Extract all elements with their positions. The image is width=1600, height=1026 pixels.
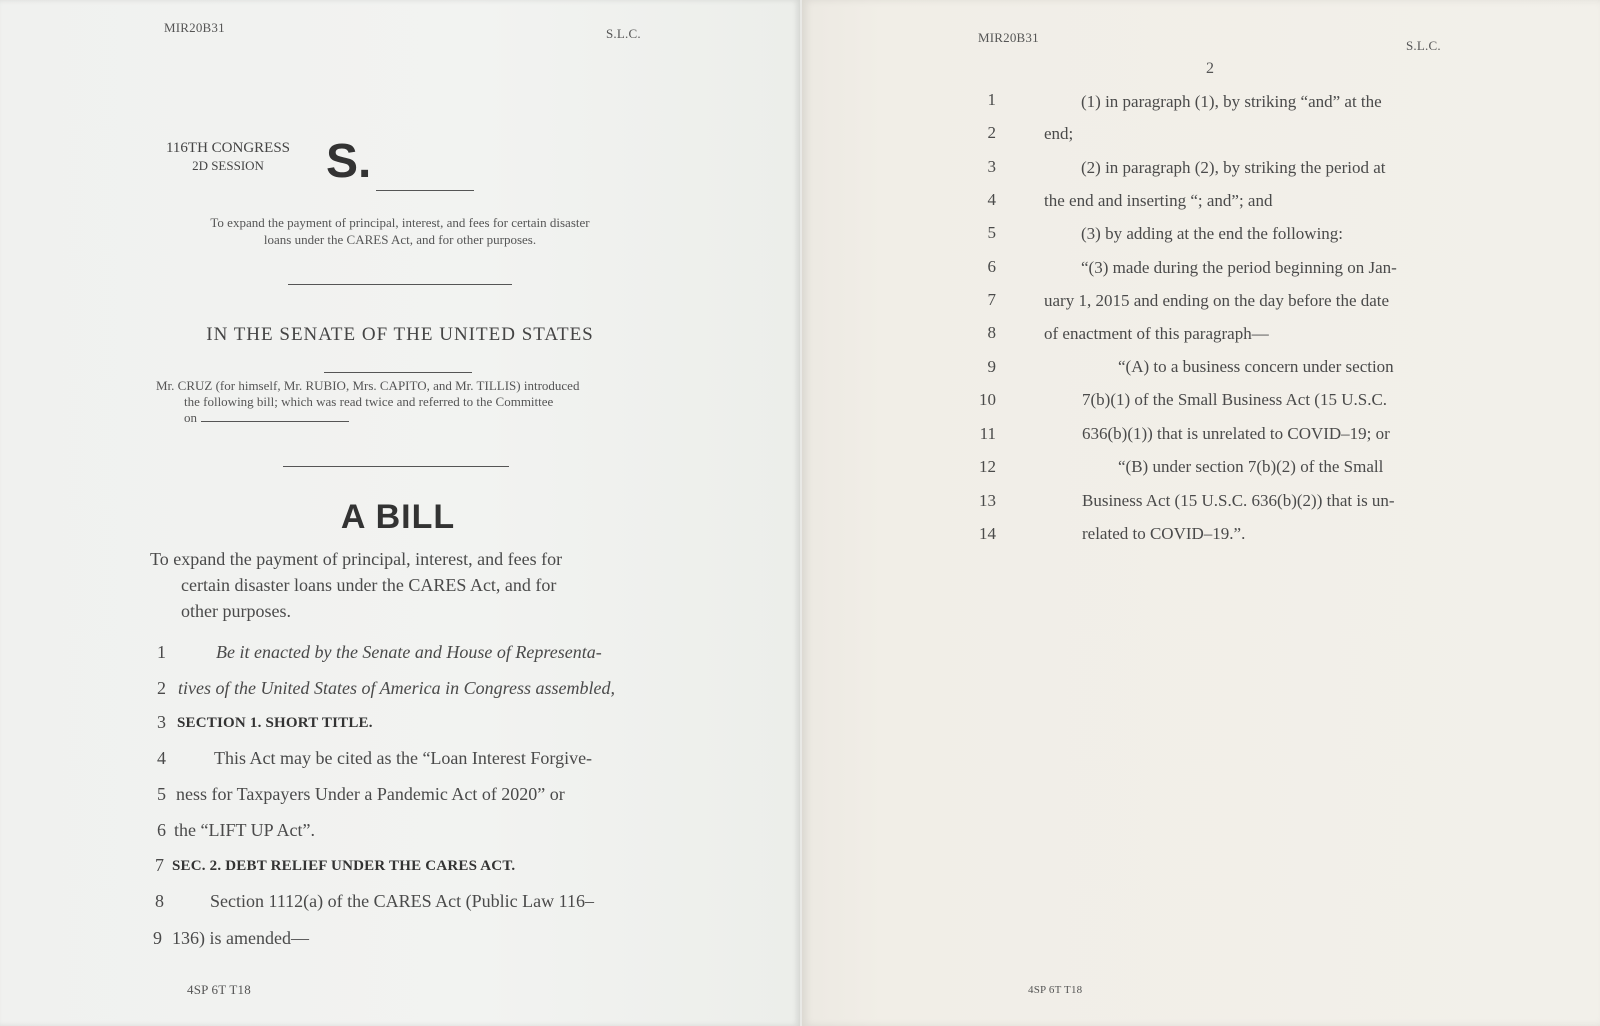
- intro-line: [156, 410, 642, 426]
- page-number: 2: [1206, 60, 1214, 77]
- bill-text-line: 136) is amended—: [172, 928, 309, 948]
- introduction-text: [156, 378, 642, 426]
- enacting-clause: tives of the United States of America in Congress assembled,: [178, 678, 615, 698]
- long-title-line: To expand the payment of principal, interest, and fees for: [150, 549, 563, 569]
- line-number: 13: [979, 491, 996, 510]
- long-title-line: certain disaster loans under the CARES Act, and for: [181, 575, 557, 595]
- line-number: 1: [987, 90, 996, 109]
- bill-text-line: “(3) made during the period beginning on Jan-: [1081, 258, 1397, 277]
- intro-line: Mr. CRUZ (for himself, Mr. RUBIO, Mrs. CAPITO, and Mr. TILLIS) introduced: [156, 378, 580, 393]
- bill-number-blank: [376, 190, 474, 191]
- line-number: 4: [157, 748, 166, 768]
- line-number: 11: [979, 424, 996, 443]
- slc-marker: S.L.C.: [606, 26, 641, 41]
- intro-line: the following bill; which was read twice and referred to the Committee: [184, 394, 554, 409]
- intro-on: on: [184, 410, 197, 425]
- line-number: 5: [157, 784, 166, 804]
- line-number: 8: [155, 891, 164, 911]
- bill-text-line: 7(b)(1) of the Small Business Act (15 U.S.C.: [1082, 390, 1388, 409]
- bill-text-line: end;: [1044, 124, 1074, 143]
- line-number: 7: [987, 290, 996, 309]
- bill-text-line: uary 1, 2015 and ending on the day before the date: [1044, 291, 1390, 310]
- session-label: 2D SESSION: [192, 158, 264, 173]
- bill-text-line: ness for Taxpayers Under a Pandemic Act of 2020” or: [176, 784, 565, 804]
- line-number: 2: [987, 123, 996, 142]
- short-purpose-line: To expand the payment of principal, interest, and fees for certain disaster: [210, 215, 590, 230]
- senate-header: IN THE SENATE OF THE UNITED STATES: [206, 324, 594, 345]
- slc-marker: S.L.C.: [1406, 38, 1441, 53]
- divider: [324, 372, 472, 373]
- bill-text-line: “(B) under section 7(b)(2) of the Small: [1118, 457, 1384, 476]
- line-number: 3: [987, 157, 996, 176]
- congress-label: 116TH CONGRESS: [165, 140, 291, 156]
- line-number: 5: [987, 223, 996, 242]
- bill-text-line: the end and inserting “; and”; and: [1044, 191, 1273, 210]
- short-purpose: [168, 214, 632, 248]
- section-heading: SEC. 2. DEBT RELIEF UNDER THE CARES ACT.: [172, 858, 516, 874]
- divider: [288, 284, 512, 285]
- congress-session-block: [158, 140, 298, 174]
- long-title: [150, 546, 640, 624]
- enacting-clause: Be it enacted by the Senate and House of Representa-: [216, 642, 602, 662]
- bill-letter: S.: [326, 135, 372, 188]
- line-number: 7: [155, 855, 164, 875]
- line-number: 8: [987, 323, 996, 342]
- bill-text-line: Business Act (15 U.S.C. 636(b)(2)) that is un-: [1082, 491, 1395, 510]
- line-number: 4: [987, 190, 996, 209]
- bill-text-line: related to COVID–19.”.: [1082, 524, 1246, 543]
- line-number: 14: [979, 524, 996, 543]
- bill-text-line: “(A) to a business concern under section: [1118, 357, 1394, 376]
- line-number: 12: [979, 457, 996, 476]
- page-footer-code: 4SP 6T T18: [187, 982, 251, 997]
- line-number: 6: [157, 820, 166, 840]
- bill-text-line: (3) by adding at the end the following:: [1081, 224, 1344, 243]
- section-heading: SECTION 1. SHORT TITLE.: [177, 715, 373, 731]
- bill-text-line: (2) in paragraph (2), by striking the period at: [1081, 158, 1386, 177]
- divider: [283, 466, 509, 467]
- bill-text-line: Section 1112(a) of the CARES Act (Public Law 116–: [210, 891, 594, 911]
- document-id: MIR20B31: [978, 30, 1039, 45]
- line-number: 2: [157, 678, 166, 698]
- bill-text-line: of enactment of this paragraph—: [1044, 324, 1269, 343]
- line-number: 9: [153, 928, 162, 948]
- page-footer-code: 4SP 6T T18: [1028, 984, 1083, 996]
- line-number: 6: [987, 257, 996, 276]
- bill-text-line: 636(b)(1)) that is unrelated to COVID–19; or: [1082, 424, 1390, 443]
- long-title-line: other purposes.: [181, 601, 291, 621]
- committee-blank: [201, 421, 349, 422]
- line-number: 3: [157, 712, 166, 732]
- line-number: 9: [987, 357, 996, 376]
- line-number: 1: [157, 642, 166, 662]
- bill-text-line: This Act may be cited as the “Loan Interest Forgive-: [214, 748, 593, 768]
- document-id: MIR20B31: [164, 20, 225, 35]
- a-bill-heading: A BILL: [340, 498, 456, 536]
- short-purpose-line: loans under the CARES Act, and for other purposes.: [263, 232, 537, 247]
- bill-text-line: the “LIFT UP Act”.: [174, 820, 315, 840]
- line-number: 10: [979, 390, 996, 409]
- bill-page-2: [802, 0, 1600, 1026]
- bill-text-line: (1) in paragraph (1), by striking “and” at the: [1081, 92, 1382, 111]
